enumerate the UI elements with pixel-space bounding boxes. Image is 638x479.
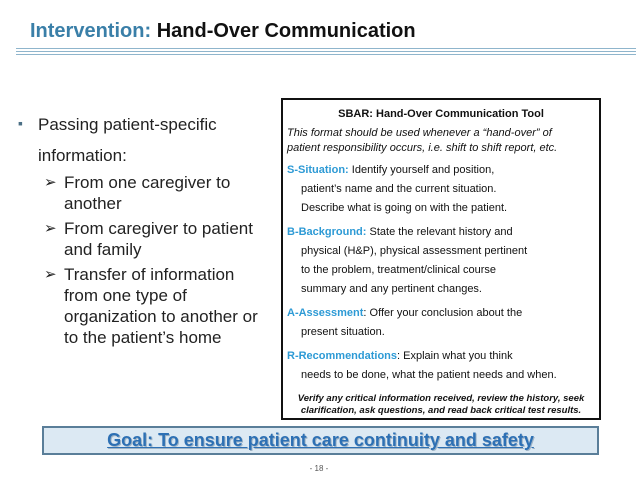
sub-bullet: ➢ Transfer of information from one type of organization to another or to the patient’s home — [44, 265, 258, 347]
sub-bullet: ➢ From one caregiver to another — [44, 173, 231, 213]
goal-text: Goal: To ensure patient care continuity and safety — [107, 430, 534, 450]
sbar-verify-note: Verify any critical information received, review the history, seek clarification, ask questions, and read back critical test results. — [297, 393, 585, 416]
sbar-recommendations: R-Recommendations: Explain what you think needs to be done, what the patient needs and when. — [287, 350, 557, 381]
square-bullet-icon: ▪ — [18, 115, 23, 131]
title-divider — [16, 48, 636, 49]
goal-banner — [42, 426, 599, 455]
slide-title — [30, 20, 416, 43]
arrow-bullet-icon: ➢ — [44, 174, 57, 191]
sbar-assessment: A-Assessment: Offer your conclusion about the present situation. — [287, 307, 523, 338]
main-bullet: ▪ Passing patient-specific information: — [18, 115, 217, 165]
title-rest: Hand-Over Communication — [156, 20, 416, 42]
sbar-background: B-Background: State the relevant history and physical (H&P), physical assessment pertinent to the problem, treatment/clinical course summary and any pertinent changes. — [287, 226, 528, 295]
sbar-situation: S-Situation: Identify yourself and position, patient’s name and the current situation. Describe what is going on with the patient. — [287, 164, 508, 214]
sbar-intro: This format should be used whenever a “hand-over” of patient responsibility occurs, i.e. shift to shift report, etc. — [287, 127, 558, 154]
page-number: - 18 - — [309, 464, 329, 473]
bullet-list — [18, 114, 278, 352]
arrow-bullet-icon: ➢ — [44, 266, 57, 283]
sub-bullet: ➢ From caregiver to patient and family — [44, 219, 253, 259]
title-lead: Intervention: — [30, 20, 152, 42]
arrow-bullet-icon: ➢ — [44, 220, 57, 237]
sbar-heading: SBAR: Hand-Over Communication Tool — [338, 108, 544, 120]
sbar-tool-box — [281, 98, 601, 420]
title-divider — [16, 51, 636, 52]
title-divider — [16, 54, 636, 55]
